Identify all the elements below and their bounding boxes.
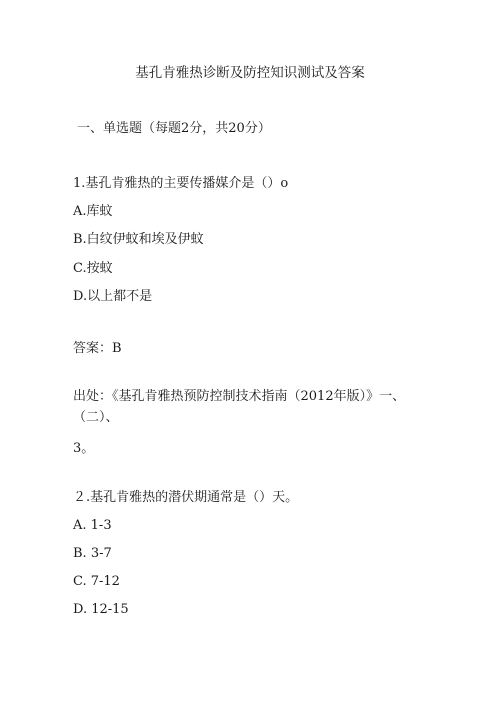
- question-2-option-a: A. 1-3: [73, 518, 112, 533]
- question-2-stem: ２.基孔肯雅热的潜伏期通常是（）天。: [73, 490, 299, 505]
- question-1-answer: 答案：B: [73, 341, 122, 356]
- question-1-option-b: B.白纹伊蚊和埃及伊蚊: [73, 232, 204, 247]
- question-1-option-a: A.库蚊: [73, 204, 113, 219]
- question-1-source-line-3: 3。: [73, 441, 95, 456]
- question-1-option-c: C.按蚊: [73, 261, 113, 276]
- question-1-source-line-1: 出处：《基孔肯雅热预防控制技术指南（2012年版）》一、: [73, 389, 406, 404]
- question-2-option-c: C. 7-12: [73, 574, 120, 589]
- document-title: 基孔肯雅热诊断及防控知识测试及答案: [135, 65, 365, 81]
- question-1-source-line-2: （二）、: [73, 410, 119, 425]
- question-2-option-b: B. 3-7: [73, 546, 112, 561]
- question-2-option-d: D. 12-15: [73, 602, 129, 617]
- question-1-option-d: D.以上都不是: [73, 289, 153, 304]
- section-heading: 一、单选题（每题2分，共20分）: [77, 121, 271, 136]
- question-1-stem: 1.基孔肯雅热的主要传播媒介是（）o: [73, 176, 289, 191]
